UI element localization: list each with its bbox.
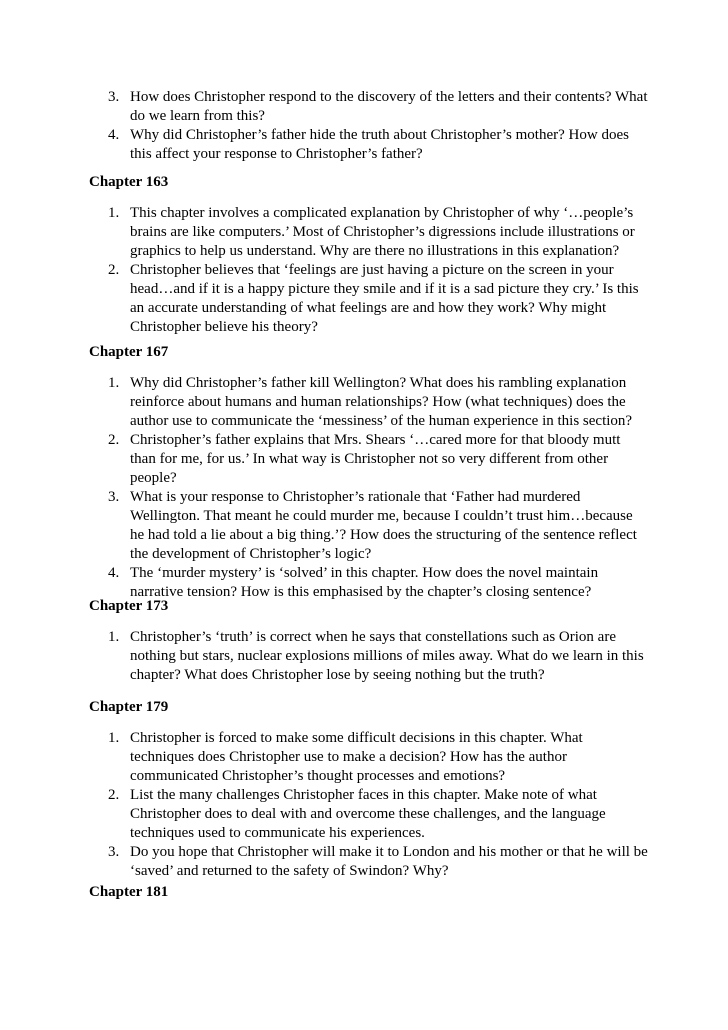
item-number: 4.: [108, 565, 120, 581]
item-text-line: this affect your response to Christopher’s father?: [130, 146, 423, 162]
item-number: 1.: [108, 375, 120, 391]
item-text-line: The ‘murder mystery’ is ‘solved’ in this chapter. How does the novel maintain: [130, 565, 599, 581]
list-item: [0, 786, 650, 843]
item-text-line: graphics to help us understand. Why are there no illustrations in this explanation?: [130, 243, 620, 259]
item-text-line: he had told a lie about a big thing.’? How does the structuring of the sentence reflect: [130, 527, 637, 543]
item-text-line: than for me, for us.’ In what way is Christopher not so very different from other: [130, 451, 609, 467]
chapter-heading: Chapter 181: [89, 884, 169, 900]
list-item: [0, 843, 650, 881]
item-text-line: Christopher’s father explains that Mrs. Shears ‘…cared more for that bloody mutt: [130, 432, 621, 448]
item-text-line: Why did Christopher’s father kill Wellington? What does his rambling explanation: [130, 375, 627, 391]
item-text-line: What is your response to Christopher’s rationale that ‘Father had murdered: [130, 489, 581, 505]
item-text-line: ‘saved’ and returned to the safety of Swindon? Why?: [130, 863, 449, 879]
item-number: 4.: [108, 127, 120, 143]
item-text-line: Christopher believes that ‘feelings are just having a picture on the screen in your: [130, 262, 614, 278]
item-text-line: head…and if it is a happy picture they smile and if it is a sad picture they cry.’ Is this: [130, 281, 639, 297]
section-continued: [0, 88, 728, 164]
chapter-heading: Chapter 163: [89, 174, 169, 190]
item-text-line: Do you hope that Christopher will make it to London and his mother or that he will be: [130, 844, 648, 860]
item-number: 1.: [108, 205, 120, 221]
item-text-line: Christopher believe his theory?: [130, 319, 318, 335]
item-text-line: List the many challenges Christopher faces in this chapter. Make note of what: [130, 787, 597, 803]
list-item: [0, 628, 650, 685]
section-chapter-173: [0, 628, 728, 685]
item-text-line: This chapter involves a complicated explanation by Christopher of why ‘…people’s: [130, 205, 634, 221]
item-number: 3.: [108, 844, 120, 860]
item-text-line: reinforce about humans and human relationships? How (what techniques) does the: [130, 394, 626, 410]
section-chapter-163: [0, 204, 728, 337]
chapter-heading: Chapter 173: [89, 598, 169, 614]
list-item: [0, 729, 650, 786]
item-text-line: Christopher does to deal with and overcome these challenges, and the language: [130, 806, 606, 822]
item-number: 1.: [108, 730, 120, 746]
section-chapter-179: [0, 729, 728, 881]
item-text-line: author use to communicate the ‘messiness’ of the human experience in this section?: [130, 413, 633, 429]
list-item: [0, 204, 650, 261]
item-number: 2.: [108, 432, 120, 448]
item-text-line: Christopher’s ‘truth’ is correct when he says that constellations such as Orion are: [130, 629, 616, 645]
item-text-line: brains are like computers.’ Most of Christopher’s digressions include illustrations or: [130, 224, 635, 240]
item-text-line: communicated Christopher’s thought processes and emotions?: [130, 768, 506, 784]
item-number: 3.: [108, 89, 120, 105]
list-item: [0, 374, 650, 431]
list-item: [0, 261, 650, 337]
item-text-line: people?: [130, 470, 177, 486]
item-text-line: an accurate understanding of what feelings are and how they work? Why might: [130, 300, 607, 316]
item-text-line: nothing but stars, nuclear explosions millions of miles away. What do we learn in this: [130, 648, 644, 664]
item-number: 1.: [108, 629, 120, 645]
chapter-heading: Chapter 167: [89, 344, 169, 360]
item-text-line: the development of Christopher’s logic?: [130, 546, 372, 562]
item-text-line: Wellington. That meant he could murder me, because I couldn’t trust him…because: [130, 508, 633, 524]
section-chapter-167: [0, 374, 728, 602]
item-text-line: narrative tension? How is this emphasised by the chapter’s closing sentence?: [130, 584, 592, 600]
item-text-line: Why did Christopher’s father hide the truth about Christopher’s mother? How does: [130, 127, 629, 143]
item-number: 3.: [108, 489, 120, 505]
item-number: 2.: [108, 262, 120, 278]
item-text-line: How does Christopher respond to the discovery of the letters and their contents? What: [130, 89, 648, 105]
item-number: 2.: [108, 787, 120, 803]
item-text-line: techniques used to communicate his experiences.: [130, 825, 425, 841]
item-text-line: do we learn from this?: [130, 108, 265, 124]
item-text-line: chapter? What does Christopher lose by seeing nothing but the truth?: [130, 667, 545, 683]
list-item: [0, 126, 650, 164]
list-item: [0, 488, 650, 564]
item-text-line: techniques does Christopher use to make a decision? How has the author: [130, 749, 567, 765]
item-text-line: Christopher is forced to make some difficult decisions in this chapter. What: [130, 730, 583, 746]
list-item: [0, 431, 650, 488]
chapter-heading: Chapter 179: [89, 699, 169, 715]
list-item: [0, 88, 650, 126]
